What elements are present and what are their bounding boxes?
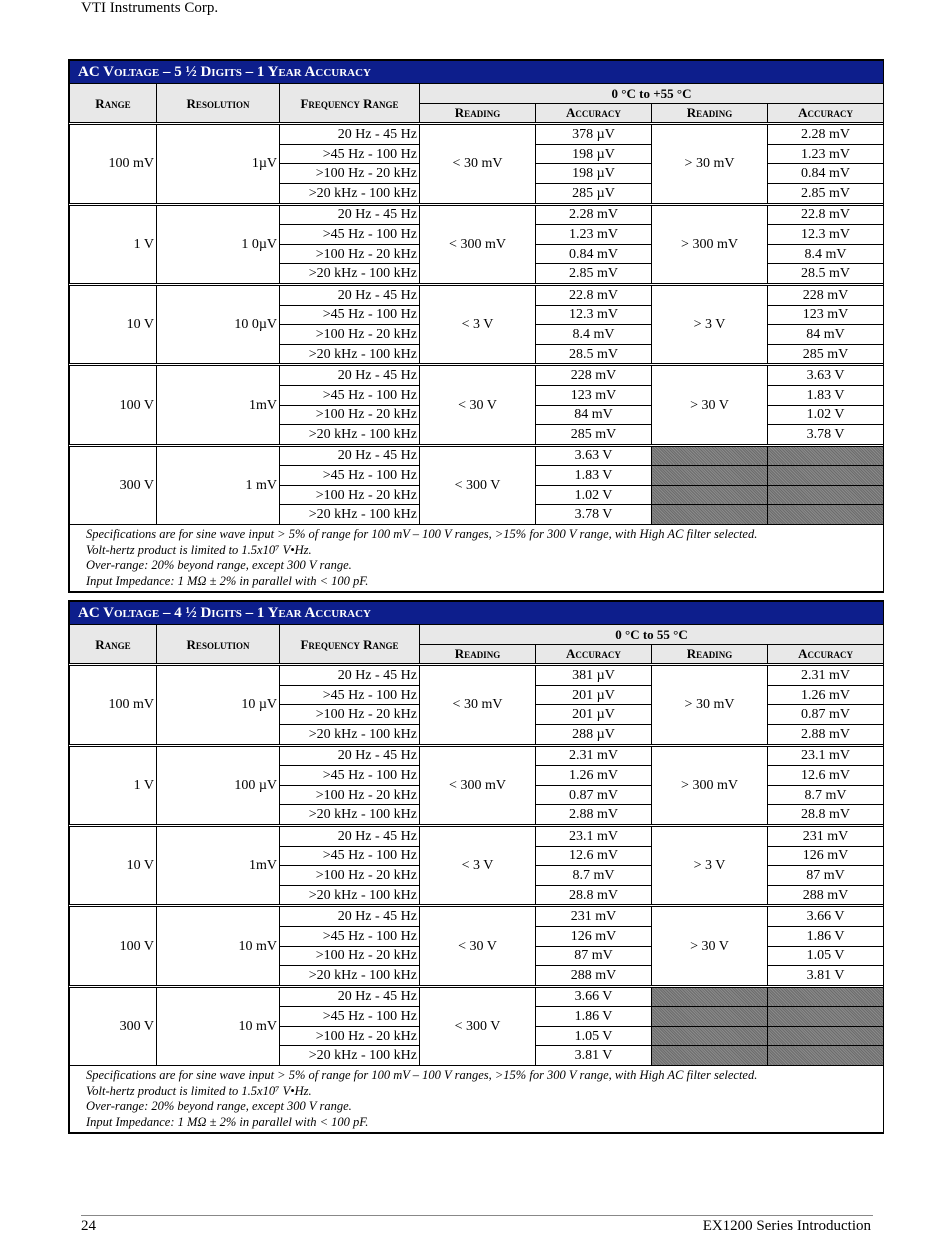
resolution-value: 10 mV bbox=[157, 986, 280, 1065]
reading-high-value: > 300 mV bbox=[652, 745, 768, 825]
reading-low-value: < 3 V bbox=[420, 284, 536, 364]
accuracy-low-value: 1.83 V bbox=[536, 466, 652, 486]
shaded-na-cell bbox=[768, 445, 884, 466]
accuracy-low-value: 28.5 mV bbox=[536, 344, 652, 365]
range-value: 100 V bbox=[70, 365, 157, 445]
accuracy-low-value: 3.81 V bbox=[536, 1046, 652, 1066]
accuracy-low-value: 288 mV bbox=[536, 966, 652, 987]
frequency-range-value: 20 Hz - 45 Hz bbox=[280, 204, 420, 225]
frequency-range-value: >45 Hz - 100 Hz bbox=[280, 685, 420, 705]
resolution-value: 1 mV bbox=[157, 445, 280, 524]
accuracy-low-value: 2.85 mV bbox=[536, 264, 652, 285]
shaded-na-cell bbox=[768, 485, 884, 505]
accuracy-high-value: 285 mV bbox=[768, 344, 884, 365]
shaded-na-cell bbox=[768, 1046, 884, 1066]
frequency-range-value: 20 Hz - 45 Hz bbox=[280, 986, 420, 1007]
reading-high-value: > 30 V bbox=[652, 365, 768, 445]
table-row bbox=[70, 445, 884, 466]
accuracy-low-value: 0.87 mV bbox=[536, 785, 652, 805]
column-header-accuracy: Accuracy bbox=[536, 644, 652, 665]
frequency-range-value: >45 Hz - 100 Hz bbox=[280, 225, 420, 245]
shaded-na-cell bbox=[652, 1026, 768, 1046]
accuracy-high-value: 231 mV bbox=[768, 825, 884, 846]
frequency-range-value: >20 kHz - 100 kHz bbox=[280, 344, 420, 365]
frequency-range-value: >100 Hz - 20 kHz bbox=[280, 705, 420, 725]
accuracy-low-value: 28.8 mV bbox=[536, 885, 652, 906]
resolution-value: 1mV bbox=[157, 365, 280, 445]
accuracy-low-value: 8.4 mV bbox=[536, 325, 652, 345]
frequency-range-value: >100 Hz - 20 kHz bbox=[280, 785, 420, 805]
frequency-range-value: >20 kHz - 100 kHz bbox=[280, 425, 420, 446]
table-row bbox=[70, 986, 884, 1007]
accuracy-high-value: 2.31 mV bbox=[768, 665, 884, 686]
accuracy-high-value: 8.4 mV bbox=[768, 244, 884, 264]
accuracy-low-value: 126 mV bbox=[536, 926, 652, 946]
accuracy-low-value: 1.05 V bbox=[536, 1026, 652, 1046]
table-row bbox=[70, 906, 884, 927]
shaded-na-cell bbox=[652, 1007, 768, 1027]
accuracy-high-value: 12.3 mV bbox=[768, 225, 884, 245]
note-line: Specifications are for sine wave input > 5% of range for 100 mV – 100 V ranges, >15% for 300 V range, with High AC filter selected. bbox=[86, 1068, 758, 1083]
reading-high-value: > 30 V bbox=[652, 906, 768, 986]
table-row bbox=[70, 284, 884, 305]
note-line: Over-range: 20% beyond range, except 300 V range. bbox=[86, 1099, 352, 1114]
reading-low-value: < 30 V bbox=[420, 365, 536, 445]
accuracy-high-value: 2.88 mV bbox=[768, 724, 884, 745]
column-header-reading: Reading bbox=[420, 644, 536, 665]
accuracy-high-value: 3.66 V bbox=[768, 906, 884, 927]
reading-low-value: < 300 V bbox=[420, 986, 536, 1065]
column-header-temperature: 0 °C to +55 °C bbox=[420, 84, 884, 104]
table-row bbox=[70, 124, 884, 145]
column-header-range: Range bbox=[70, 625, 157, 665]
frequency-range-value: >45 Hz - 100 Hz bbox=[280, 846, 420, 866]
accuracy-low-value: 8.7 mV bbox=[536, 866, 652, 886]
frequency-range-value: >20 kHz - 100 kHz bbox=[280, 724, 420, 745]
range-value: 300 V bbox=[70, 445, 157, 524]
reading-low-value: < 300 mV bbox=[420, 204, 536, 284]
range-value: 100 mV bbox=[70, 665, 157, 745]
frequency-range-value: 20 Hz - 45 Hz bbox=[280, 445, 420, 466]
accuracy-low-value: 2.31 mV bbox=[536, 745, 652, 766]
accuracy-low-value: 22.8 mV bbox=[536, 284, 652, 305]
note-line: Input Impedance: 1 MΩ ± 2% in parallel with < 100 pF. bbox=[86, 573, 369, 588]
reading-low-value: < 30 V bbox=[420, 906, 536, 986]
column-header-accuracy: Accuracy bbox=[768, 103, 884, 124]
frequency-range-value: >100 Hz - 20 kHz bbox=[280, 164, 420, 184]
accuracy-low-value: 288 µV bbox=[536, 724, 652, 745]
frequency-range-value: 20 Hz - 45 Hz bbox=[280, 825, 420, 846]
resolution-value: 10 µV bbox=[157, 665, 280, 745]
frequency-range-value: >20 kHz - 100 kHz bbox=[280, 966, 420, 987]
column-header-range: Range bbox=[70, 84, 157, 124]
page-number: 24 bbox=[81, 1218, 96, 1234]
accuracy-low-value: 3.66 V bbox=[536, 986, 652, 1007]
table-notes bbox=[70, 525, 884, 592]
accuracy-low-value: 87 mV bbox=[536, 946, 652, 966]
frequency-range-value: >100 Hz - 20 kHz bbox=[280, 866, 420, 886]
shaded-na-cell bbox=[652, 466, 768, 486]
reading-high-value: > 300 mV bbox=[652, 204, 768, 284]
column-header-accuracy: Accuracy bbox=[536, 103, 652, 124]
shaded-na-cell bbox=[768, 1026, 884, 1046]
accuracy-low-value: 201 µV bbox=[536, 705, 652, 725]
note-line: Input Impedance: 1 MΩ ± 2% in parallel with < 100 pF. bbox=[86, 1114, 369, 1129]
reading-low-value: < 3 V bbox=[420, 825, 536, 905]
column-header-reading: Reading bbox=[652, 644, 768, 665]
accuracy-low-value: 285 mV bbox=[536, 425, 652, 446]
page-header-company: VTI Instruments Corp. bbox=[81, 0, 219, 16]
table-title: AC Voltage – 5 ½ Digits – 1 Year Accuracy bbox=[70, 61, 884, 84]
accuracy-high-value: 1.86 V bbox=[768, 926, 884, 946]
frequency-range-value: >20 kHz - 100 kHz bbox=[280, 1046, 420, 1066]
accuracy-high-value: 1.83 V bbox=[768, 385, 884, 405]
accuracy-low-value: 2.88 mV bbox=[536, 805, 652, 826]
frequency-range-value: >100 Hz - 20 kHz bbox=[280, 244, 420, 264]
reading-low-value: < 300 V bbox=[420, 445, 536, 524]
resolution-value: 100 µV bbox=[157, 745, 280, 825]
table-title: AC Voltage – 4 ½ Digits – 1 Year Accuracy bbox=[70, 602, 884, 625]
frequency-range-value: 20 Hz - 45 Hz bbox=[280, 665, 420, 686]
spec-table-5-5-digits bbox=[68, 59, 884, 593]
range-value: 1 V bbox=[70, 745, 157, 825]
frequency-range-value: >45 Hz - 100 Hz bbox=[280, 385, 420, 405]
column-header-accuracy: Accuracy bbox=[768, 644, 884, 665]
reading-high-value: > 30 mV bbox=[652, 665, 768, 745]
frequency-range-value: 20 Hz - 45 Hz bbox=[280, 124, 420, 145]
resolution-value: 10 0µV bbox=[157, 284, 280, 364]
accuracy-low-value: 231 mV bbox=[536, 906, 652, 927]
frequency-range-value: 20 Hz - 45 Hz bbox=[280, 906, 420, 927]
accuracy-high-value: 0.87 mV bbox=[768, 705, 884, 725]
range-value: 1 V bbox=[70, 204, 157, 284]
accuracy-low-value: 198 µV bbox=[536, 144, 652, 164]
accuracy-high-value: 2.28 mV bbox=[768, 124, 884, 145]
resolution-value: 1µV bbox=[157, 124, 280, 204]
accuracy-low-value: 201 µV bbox=[536, 685, 652, 705]
range-value: 10 V bbox=[70, 825, 157, 905]
frequency-range-value: >20 kHz - 100 kHz bbox=[280, 505, 420, 525]
column-header-frequency-range: Frequency Range bbox=[280, 625, 420, 665]
accuracy-high-value: 28.8 mV bbox=[768, 805, 884, 826]
frequency-range-value: >45 Hz - 100 Hz bbox=[280, 305, 420, 325]
frequency-range-value: 20 Hz - 45 Hz bbox=[280, 284, 420, 305]
accuracy-high-value: 1.26 mV bbox=[768, 685, 884, 705]
frequency-range-value: >100 Hz - 20 kHz bbox=[280, 485, 420, 505]
range-value: 10 V bbox=[70, 284, 157, 364]
shaded-na-cell bbox=[652, 445, 768, 466]
accuracy-high-value: 87 mV bbox=[768, 866, 884, 886]
frequency-range-value: >20 kHz - 100 kHz bbox=[280, 264, 420, 285]
footer-rule bbox=[81, 1215, 873, 1216]
accuracy-high-value: 3.81 V bbox=[768, 966, 884, 987]
accuracy-low-value: 23.1 mV bbox=[536, 825, 652, 846]
accuracy-low-value: 0.84 mV bbox=[536, 244, 652, 264]
note-line: Over-range: 20% beyond range, except 300 V range. bbox=[86, 558, 352, 573]
shaded-na-cell bbox=[652, 986, 768, 1007]
table-row bbox=[70, 825, 884, 846]
accuracy-low-value: 12.6 mV bbox=[536, 846, 652, 866]
table-row bbox=[70, 365, 884, 386]
frequency-range-value: >100 Hz - 20 kHz bbox=[280, 405, 420, 425]
shaded-na-cell bbox=[768, 986, 884, 1007]
accuracy-high-value: 22.8 mV bbox=[768, 204, 884, 225]
accuracy-low-value: 2.28 mV bbox=[536, 204, 652, 225]
reading-high-value: > 3 V bbox=[652, 825, 768, 905]
accuracy-high-value: 228 mV bbox=[768, 284, 884, 305]
resolution-value: 10 mV bbox=[157, 906, 280, 986]
accuracy-low-value: 198 µV bbox=[536, 164, 652, 184]
footer-doc-title: EX1200 Series Introduction bbox=[702, 1218, 871, 1234]
frequency-range-value: >45 Hz - 100 Hz bbox=[280, 926, 420, 946]
reading-low-value: < 30 mV bbox=[420, 124, 536, 204]
frequency-range-value: >45 Hz - 100 Hz bbox=[280, 766, 420, 786]
accuracy-high-value: 84 mV bbox=[768, 325, 884, 345]
accuracy-low-value: 381 µV bbox=[536, 665, 652, 686]
shaded-na-cell bbox=[768, 466, 884, 486]
frequency-range-value: 20 Hz - 45 Hz bbox=[280, 745, 420, 766]
accuracy-low-value: 123 mV bbox=[536, 385, 652, 405]
table-notes bbox=[70, 1066, 884, 1133]
frequency-range-value: >45 Hz - 100 Hz bbox=[280, 1007, 420, 1027]
accuracy-low-value: 1.86 V bbox=[536, 1007, 652, 1027]
resolution-value: 1 0µV bbox=[157, 204, 280, 284]
accuracy-low-value: 1.23 mV bbox=[536, 225, 652, 245]
shaded-na-cell bbox=[768, 505, 884, 525]
accuracy-high-value: 0.84 mV bbox=[768, 164, 884, 184]
accuracy-high-value: 1.23 mV bbox=[768, 144, 884, 164]
accuracy-low-value: 3.78 V bbox=[536, 505, 652, 525]
accuracy-low-value: 378 µV bbox=[536, 124, 652, 145]
frequency-range-value: >45 Hz - 100 Hz bbox=[280, 144, 420, 164]
shaded-na-cell bbox=[652, 505, 768, 525]
accuracy-low-value: 3.63 V bbox=[536, 445, 652, 466]
accuracy-high-value: 3.63 V bbox=[768, 365, 884, 386]
shaded-na-cell bbox=[652, 1046, 768, 1066]
range-value: 100 V bbox=[70, 906, 157, 986]
frequency-range-value: >100 Hz - 20 kHz bbox=[280, 1026, 420, 1046]
accuracy-high-value: 2.85 mV bbox=[768, 183, 884, 204]
reading-low-value: < 30 mV bbox=[420, 665, 536, 745]
accuracy-high-value: 8.7 mV bbox=[768, 785, 884, 805]
accuracy-high-value: 28.5 mV bbox=[768, 264, 884, 285]
column-header-resolution: Resolution bbox=[157, 84, 280, 124]
accuracy-low-value: 12.3 mV bbox=[536, 305, 652, 325]
frequency-range-value: >20 kHz - 100 kHz bbox=[280, 805, 420, 826]
column-header-resolution: Resolution bbox=[157, 625, 280, 665]
accuracy-low-value: 285 µV bbox=[536, 183, 652, 204]
frequency-range-value: >100 Hz - 20 kHz bbox=[280, 946, 420, 966]
accuracy-high-value: 12.6 mV bbox=[768, 766, 884, 786]
table-row bbox=[70, 745, 884, 766]
frequency-range-value: >20 kHz - 100 kHz bbox=[280, 885, 420, 906]
note-line: Specifications are for sine wave input > 5% of range for 100 mV – 100 V ranges, >15% for 300 V range, with High AC filter selected. bbox=[86, 527, 758, 542]
accuracy-high-value: 126 mV bbox=[768, 846, 884, 866]
reading-high-value: > 30 mV bbox=[652, 124, 768, 204]
table-row bbox=[70, 204, 884, 225]
column-header-reading: Reading bbox=[420, 103, 536, 124]
shaded-na-cell bbox=[768, 1007, 884, 1027]
accuracy-low-value: 84 mV bbox=[536, 405, 652, 425]
table-row bbox=[70, 665, 884, 686]
shaded-na-cell bbox=[652, 485, 768, 505]
accuracy-low-value: 1.02 V bbox=[536, 485, 652, 505]
resolution-value: 1mV bbox=[157, 825, 280, 905]
accuracy-high-value: 1.02 V bbox=[768, 405, 884, 425]
reading-low-value: < 300 mV bbox=[420, 745, 536, 825]
column-header-reading: Reading bbox=[652, 103, 768, 124]
accuracy-low-value: 1.26 mV bbox=[536, 766, 652, 786]
column-header-frequency-range: Frequency Range bbox=[280, 84, 420, 124]
column-header-temperature: 0 °C to 55 °C bbox=[420, 625, 884, 645]
range-value: 300 V bbox=[70, 986, 157, 1065]
spec-table-4-5-digits bbox=[68, 600, 884, 1134]
accuracy-high-value: 1.05 V bbox=[768, 946, 884, 966]
frequency-range-value: >45 Hz - 100 Hz bbox=[280, 466, 420, 486]
frequency-range-value: >20 kHz - 100 kHz bbox=[280, 183, 420, 204]
frequency-range-value: >100 Hz - 20 kHz bbox=[280, 325, 420, 345]
reading-high-value: > 3 V bbox=[652, 284, 768, 364]
accuracy-high-value: 3.78 V bbox=[768, 425, 884, 446]
range-value: 100 mV bbox=[70, 124, 157, 204]
accuracy-high-value: 123 mV bbox=[768, 305, 884, 325]
accuracy-low-value: 228 mV bbox=[536, 365, 652, 386]
accuracy-high-value: 23.1 mV bbox=[768, 745, 884, 766]
accuracy-high-value: 288 mV bbox=[768, 885, 884, 906]
note-line: Volt-hertz product is limited to 1.5x10⁷ V•Hz. bbox=[86, 1083, 312, 1098]
note-line: Volt-hertz product is limited to 1.5x10⁷ V•Hz. bbox=[86, 542, 312, 557]
frequency-range-value: 20 Hz - 45 Hz bbox=[280, 365, 420, 386]
